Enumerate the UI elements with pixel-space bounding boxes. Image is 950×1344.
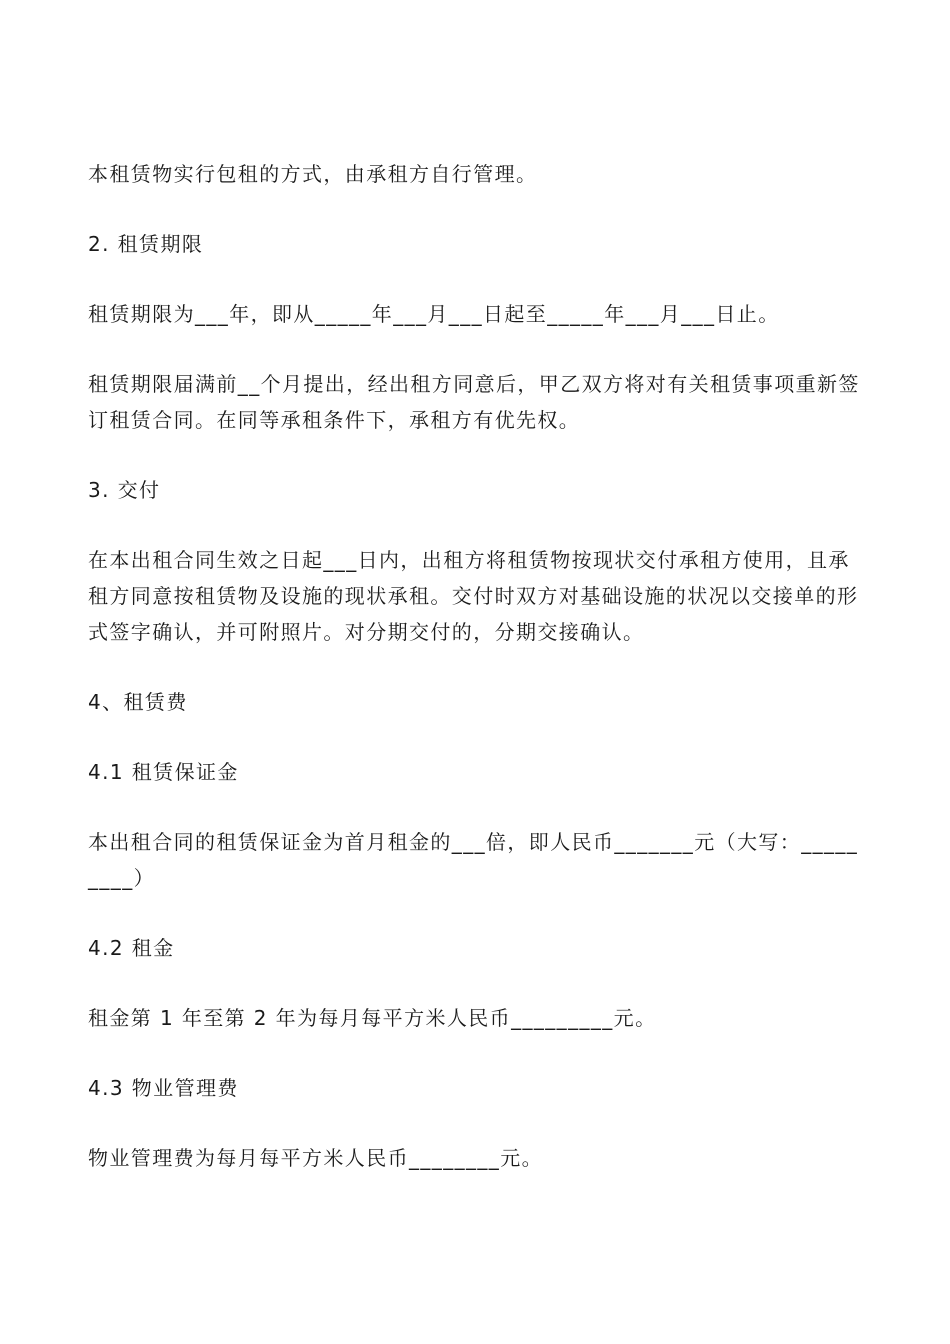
paragraph-deposit: 本出租合同的租赁保证金为首月租金的___倍，即人民币_______元（大写：_________） xyxy=(88,830,859,890)
section-heading-lease-term: 2. 租赁期限 xyxy=(88,232,204,256)
subsection-heading-rent: 4.2 租金 xyxy=(88,936,175,960)
subsection-heading-deposit: 4.1 租赁保证金 xyxy=(88,760,239,784)
paragraph-management: 本租赁物实行包租的方式，由承租方自行管理。 xyxy=(88,162,538,186)
paragraph-rent: 租金第 1 年至第 2 年为每月每平方米人民币_________元。 xyxy=(88,1006,657,1030)
paragraph-property-fee: 物业管理费为每月每平方米人民币________元。 xyxy=(88,1146,543,1170)
paragraph-renewal: 租赁期限届满前__个月提出，经出租方同意后，甲乙双方将对有关租赁事项重新签订租赁合同。在同等承租条件下，承租方有优先权。 xyxy=(88,372,860,432)
section-heading-rental-fee: 4、租赁费 xyxy=(88,690,188,714)
document-body xyxy=(88,156,868,1210)
paragraph-lease-period: 租赁期限为___年，即从_____年___月___日起至_____年___月___日止。 xyxy=(88,302,780,326)
paragraph-delivery: 在本出租合同生效之日起___日内，出租方将租赁物按现状交付承租方使用，且承租方同意按租赁物及设施的现状承租。交付时双方对基础设施的状况以交接单的形式签字确认，并可附照片。对分期交付的，分期交接确认。 xyxy=(88,548,859,644)
subsection-heading-property-fee: 4.3 物业管理费 xyxy=(88,1076,239,1100)
section-heading-delivery: 3. 交付 xyxy=(88,478,161,502)
